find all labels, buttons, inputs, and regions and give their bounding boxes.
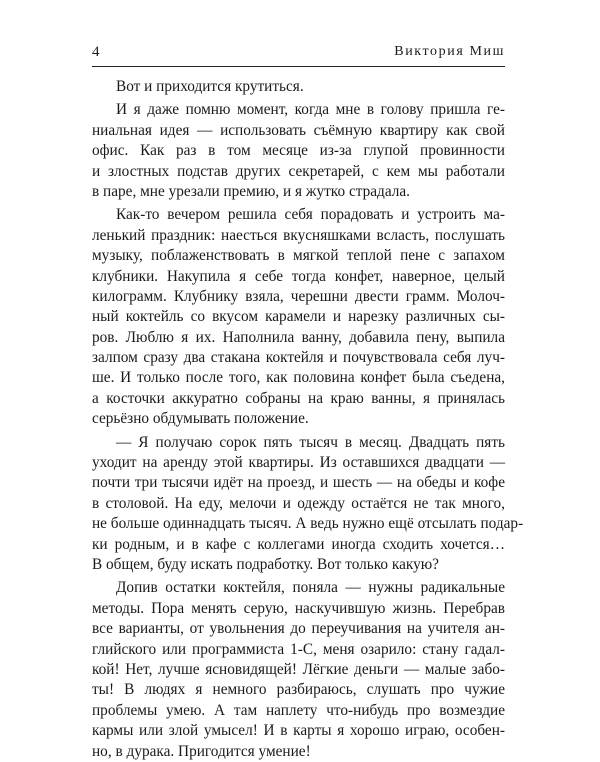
text-line: клубники. Накупила я себе тогда конфет, наверное, целый <box>92 267 505 285</box>
text-line: ки родным, и в кафе с коллегами иногда сходить хочется… <box>92 535 505 553</box>
paragraph <box>92 100 505 202</box>
text-line: проблемы умею. А там наплету что-нибудь про возмездие <box>92 701 505 719</box>
text-line: ниальная идея — использовать съёмную квартиру как свой <box>92 121 505 139</box>
text-line: глийского или программиста 1-С, меня озарило: стану гадал- <box>92 640 505 658</box>
text-line: все варианты, от увольнения до переучивания на учителя ан- <box>92 620 505 638</box>
text-line: не больше одиннадцать тысяч. А ведь нужно ещё отсылать подар- <box>92 515 524 533</box>
text-line: В общем, буду искать подработку. Вот только какую? <box>92 555 439 573</box>
text-line: и злостных подстав других секретарей, с кем мы работали <box>92 162 505 180</box>
text-line: в паре, мне урезали премию, и я жутко страдала. <box>92 182 410 200</box>
text-line: ты! В людях я немного разбираюсь, слушать про чужие <box>92 681 505 699</box>
text-line: — Я получаю сорок пять тысяч в месяц. Двадцать пять <box>116 433 505 451</box>
text-line: ный коктейль со вкусом карамели и нарезку различных сы- <box>92 308 505 326</box>
text-line: в столовой. На еду, мелочи и одежду остаётся не так много, <box>92 494 505 512</box>
text-line: залпом сразу два стакана коктейля и почувствовала себя луч- <box>92 349 505 367</box>
paragraph <box>92 578 505 762</box>
text-line: офис. Как раз в том месяце из-за глупой провинности <box>92 142 505 160</box>
text-line: методы. Пора менять серую, наскучившую жизнь. Перебрав <box>92 599 505 617</box>
running-header <box>92 44 505 67</box>
text-line: музыку, поблаженствовать в мягкой теплой пене с запахом <box>92 247 505 265</box>
text-line: Вот и приходится крутиться. <box>116 78 304 95</box>
page-number: 4 <box>92 44 100 60</box>
text-line: почти три тысячи идёт на проезд, и шесть — на обеды и кофе <box>92 474 505 492</box>
text-line: ше. И только после того, как половина конфет была съедена, <box>92 369 505 387</box>
text-line: И я даже помню момент, когда мне в голову пришла ге- <box>116 101 505 119</box>
paragraph <box>92 205 505 429</box>
text-line: кой! Нет, лучше ясновидящей! Лёгкие деньги — малые забо- <box>92 660 505 678</box>
text-line: килограмм. Клубнику взяла, черешни двести грамм. Молоч- <box>92 287 505 305</box>
text-line: Как-то вечером решила себя порадовать и устроить ма- <box>116 206 505 224</box>
paragraph <box>92 433 524 576</box>
text-line: ров. Люблю я их. Наполнила ванну, добавила пену, выпила <box>92 328 505 346</box>
paragraph <box>92 77 505 97</box>
text-line: ленький праздник: наесться вкусняшками всласть, послушать <box>92 226 505 244</box>
text-line: кармы или злой умысел! И в карты я хорошо играю, особен- <box>92 722 505 740</box>
body-text <box>92 77 524 762</box>
text-line: уходит на аренду этой квартиры. Из оставшихся двадцати — <box>92 454 505 472</box>
text-line: серьёзно обдумывать положение. <box>92 410 309 428</box>
text-line: но, в дурака. Пригодится умение! <box>92 742 311 760</box>
text-line: а косточки аккуратно собраны на краю ванны, я принялась <box>92 389 505 407</box>
text-line: Допив остатки коктейля, поняла — нужны радикальные <box>116 579 505 597</box>
running-head-author: Виктория Миш <box>394 44 505 59</box>
